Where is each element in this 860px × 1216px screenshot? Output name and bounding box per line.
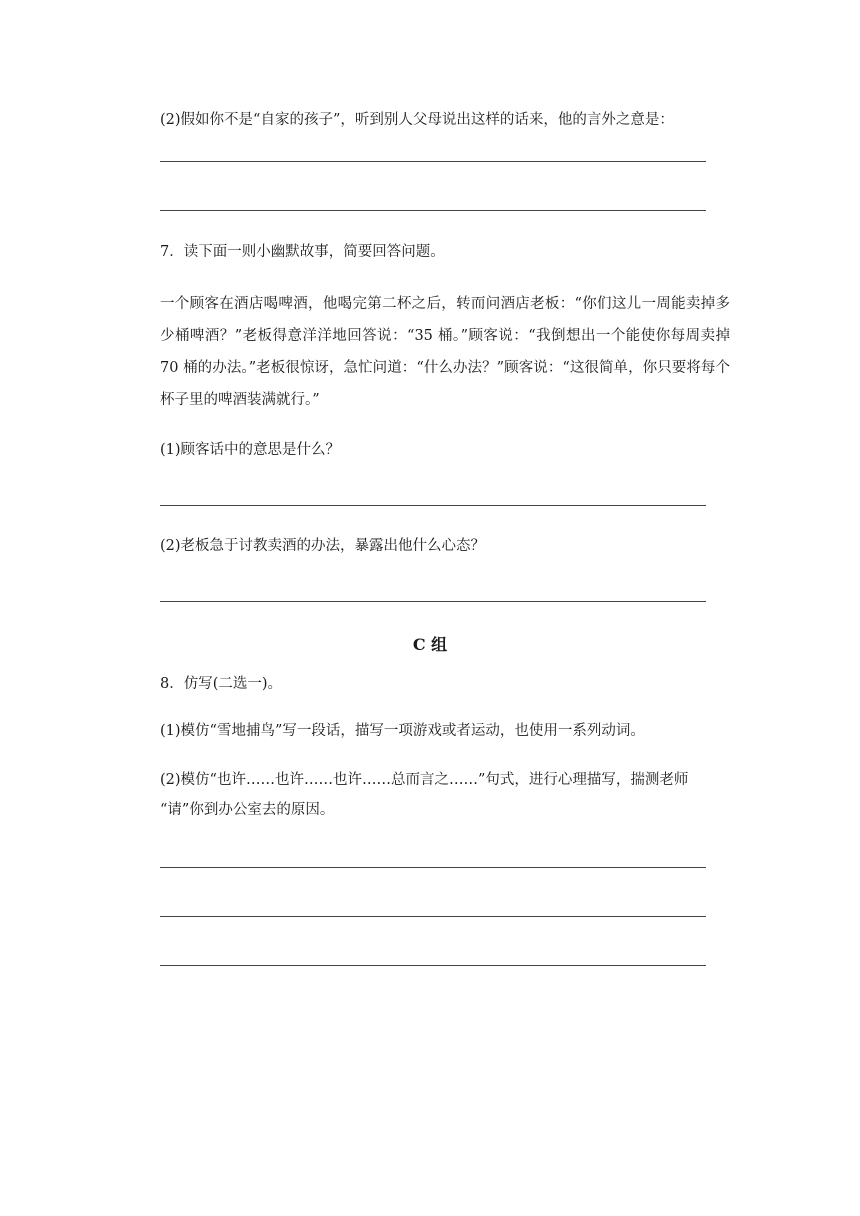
answer-line	[160, 210, 706, 211]
answer-line	[160, 601, 706, 602]
q8-sub1-text: (1)模仿“雪地捕鸟”写一段话，描写一项游戏或者运动，也使用一系列动词。	[160, 723, 645, 739]
q8-prompt: 8．仿写(二选一)。	[160, 676, 283, 692]
answer-line	[160, 161, 706, 162]
answer-line	[160, 505, 706, 506]
answer-line	[160, 965, 706, 966]
q6-sub2-text: (2)假如你不是“自家的孩子”，听到别人父母说出这样的话来，他的言外之意是：	[160, 112, 674, 128]
q8-sub2-text-line2: “请”你到办公室去的原因。	[160, 802, 335, 818]
q7-prompt: 7．读下面一则小幽默故事，简要回答问题。	[160, 244, 445, 260]
answer-line	[160, 916, 706, 917]
q7-sub1-text: (1)顾客话中的意思是什么？	[160, 442, 341, 458]
q7-story-text: 一个顾客在酒店喝啤酒，他喝完第二杯之后，转而问酒店老板：“你们这儿一周能卖掉多少桶啤酒？”老板得意洋洋地回答说：“35 桶。”顾客说：“我倒想出一个能使你每周卖掉 70 桶的办法。”老板很惊讶，急忙问道：“什么办法？”顾客说：“这很简单，你只要将每个杯子里的啤酒装满就行。”	[160, 296, 730, 408]
q8-sub2-text-line1: (2)模仿“也许……也许……也许……总而言之……”句式，进行心理描写，揣测老师	[160, 772, 689, 788]
q7-sub2-text: (2)老板急于讨教卖酒的办法，暴露出他什么心态？	[160, 538, 486, 554]
answer-line	[160, 867, 706, 868]
group-c-heading: C 组	[412, 635, 448, 654]
